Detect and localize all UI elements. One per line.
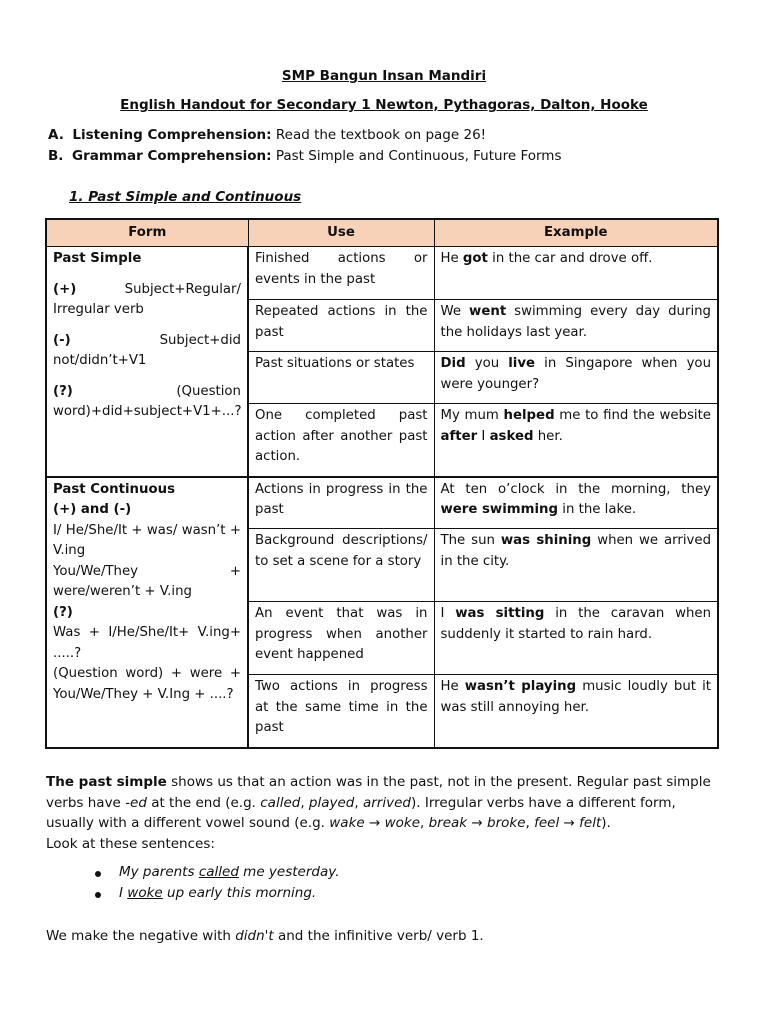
document-page: SMP Bangun Insan Mandiri English Handout for Secondary 1 Newton, Pythagoras, Dalton, Hooke A. Listening Comprehension: Read the textbook on page 26! B. Grammar Comprehension: Past Simple and Continuous, Future Forms 1. Past Simple and Continuous Form Use Example Past Simple (+) Subject+Regular/ Irregular verb (-) Subject+did not/didn’t+V1 (?) (Question word)+did+subject+V1+...? Finished actions or events in the past He got in the car and drove off. Repeated actions in the past We went swimming every day during the holidays last year. Past situations or states Did you live in Singapore when you were younger? One completed past action after another past action. My mum helped me to find the website after I asked her. Past Continuous (+) and (-) I/ He/She/It + was/ wasn’t + V.ing You/We/They + were/weren’t + V.ing (?) Was + I/He/She/It+ V.ing+ .....? (Question word) + were + You/We/They + V.Ing + ....? Actions in progress in the past At ten o’clock in the morning, they were swimming in the lake. Background descriptions/ to set a scene for a story The sun was shining when we arrived in the city. An event that was in progress when another event happened I was sitting in the caravan when suddenly it started to rain hard. Two actions in progress at the same time in the past He wasn’t playing music loudly but it was still annoying her. The past simple shows us that an action was in the past, not in the present. Regular past simple verbs have -ed at the end (e.g. called, played, arrived). Irregular verbs have a different form, usually with a different vowel sound (e.g. wake → woke, break → broke, feel → felt). Look at these sentences: My parents called me yesterday. I woke up early this morning. We make the negative with didn't and the infinitive verb/ verb 1. [0,0,768,1024]
use-cell: Finished actions or events in the past [248,247,434,300]
past-continuous-form: Past Continuous (+) and (-) I/ He/She/It + was/ wasn’t + V.ing You/We/They + were/weren’t + V.ing (?) Was + I/He/She/It+ V.ing+ .....? (Question word) + were + You/We/They + V.Ing + ....? [46,477,248,748]
section-b: B. Grammar Comprehension: Past Simple and Continuous, Future Forms [48,148,562,164]
header-example: Example [434,219,718,247]
table-row [46,247,718,300]
header-use: Use [248,219,434,247]
subsection-title: 1. Past Simple and Continuous [69,189,302,205]
past-simple-form: Past Simple (+) Subject+Regular/ Irregular verb (-) Subject+did not/didn’t+V1 (?) (Question word)+did+subject+V1+...? [46,247,248,477]
example-cell: At ten o’clock in the morning, they were swimming in the lake. [434,477,718,529]
example-cell: I was sitting in the caravan when suddenly it started to rain hard. [434,602,718,675]
example-cell: We went swimming every day during the holidays last year. [434,300,718,352]
table-header-row [46,219,718,247]
use-cell: Past situations or states [248,352,434,404]
use-cell: Repeated actions in the past [248,300,434,352]
example-cell: My mum helped me to find the website after I asked her. [434,404,718,477]
bullet-icon [95,892,101,898]
example-cell: Did you live in Singapore when you were younger? [434,352,718,404]
use-cell: Two actions in progress at the same time in the past [248,675,434,748]
example-cell: He got in the car and drove off. [434,247,718,300]
example-cell: He wasn’t playing music loudly but it was still annoying her. [434,675,718,748]
bullet-icon [95,871,101,877]
school-name: SMP Bangun Insan Mandiri [281,68,487,84]
tense-table [45,218,719,749]
example-cell: The sun was shining when we arrived in the city. [434,529,718,602]
use-cell: One completed past action after another past action. [248,404,434,477]
section-a: A. Listening Comprehension: Read the textbook on page 26! [48,127,487,143]
use-cell: An event that was in progress when another event happened [248,602,434,675]
past-simple-paragraph: The past simple shows us that an action was in the past, not in the present. Regular past simple verbs have -ed at the end (e.g. called, played, arrived). Irregular verbs have a different form, usually with a different vowel sound (e.g. wake → woke, break → broke, feel → felt). Look at these sentences: [46,774,711,853]
header-form: Form [46,219,248,247]
table-row [46,477,718,529]
handout-title: English Handout for Secondary 1 Newton, Pythagoras, Dalton, Hooke [120,97,648,113]
negative-sentence: We make the negative with didn't and the infinitive verb/ verb 1. [46,928,484,944]
use-cell: Actions in progress in the past [248,477,434,529]
use-cell: Background descriptions/ to set a scene for a story [248,529,434,602]
